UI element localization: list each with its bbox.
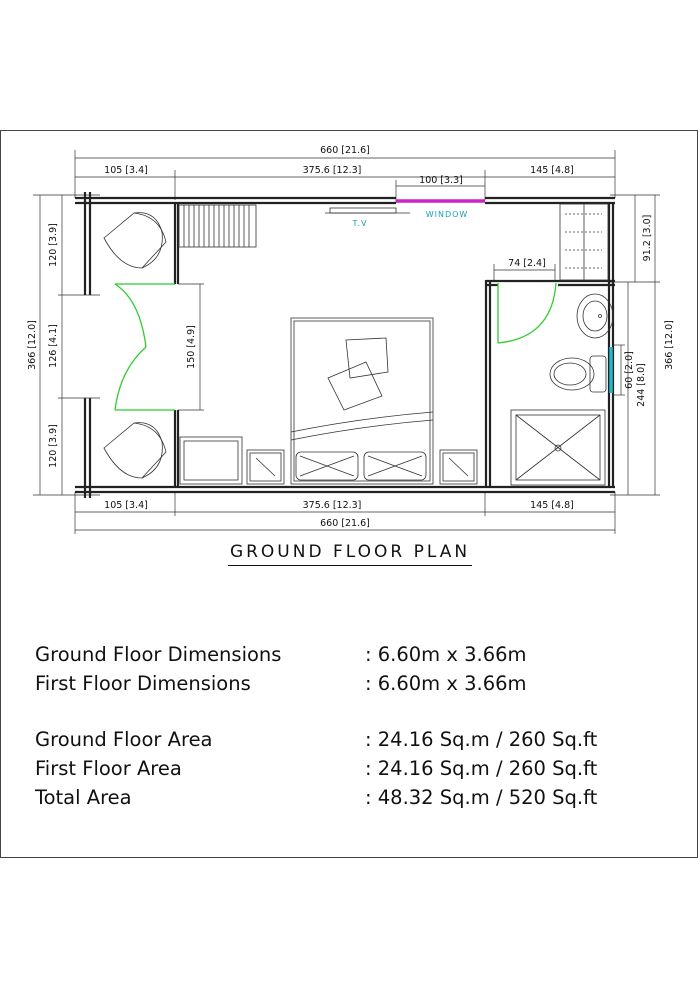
bed: [291, 318, 433, 484]
dim-label-wardrobe: 91.2 [3.0]: [642, 214, 653, 262]
dim-label-bath-window: 60 [2.0]: [624, 351, 635, 389]
dim-label-center-top: 375.6 [12.3]: [302, 165, 362, 176]
cabinets: [180, 437, 477, 484]
spec-label: First Floor Dimensions: [35, 672, 251, 695]
spec-row-first-area: [35, 754, 675, 783]
dim-label-left-bottom-depth: 120 [3.9]: [48, 424, 59, 468]
spec-row-first-dims: [35, 669, 675, 698]
dim-label-total-depth-left: 366 [12.0]: [27, 320, 38, 370]
dim-label-left-top-depth: 120 [3.9]: [48, 223, 59, 267]
tv-label: T.V: [352, 219, 368, 228]
staircase: [179, 205, 256, 247]
spec-value: : 24.16 Sq.m / 260 Sq.ft: [365, 757, 598, 780]
dim-label-bath-door: 74 [2.4]: [508, 258, 546, 269]
dim-label-right-bottom: 145 [4.8]: [530, 500, 574, 511]
dim-label-total-depth-right: 366 [12.0]: [664, 320, 675, 370]
spec-value: : 6.60m x 3.66m: [365, 643, 527, 666]
spec-value: : 24.16 Sq.m / 260 Sq.ft: [365, 728, 598, 751]
dim-label-right-top: 145 [4.8]: [530, 165, 574, 176]
specifications-table: [35, 640, 675, 812]
plan-title: [0, 542, 700, 562]
armchair-bottom: [104, 423, 166, 478]
dim-label-bathroom-depth: 244 [8.0]: [636, 363, 647, 407]
dim-label-center-bottom: 375.6 [12.3]: [302, 500, 362, 511]
dim-label-window: 100 [3.3]: [419, 175, 463, 186]
spec-row-ground-dims: [35, 640, 675, 669]
spec-value: : 48.32 Sq.m / 520 Sq.ft: [365, 786, 598, 809]
spec-label: First Floor Area: [35, 757, 182, 780]
spec-label: Ground Floor Area: [35, 728, 213, 751]
dim-label-total-bottom: 660 [21.6]: [320, 518, 370, 529]
dim-label-total-top: 660 [21.6]: [320, 145, 370, 156]
wardrobe: [560, 204, 608, 280]
dim-label-left-bottom: 105 [3.4]: [104, 500, 148, 511]
dim-label-door-opening: 150 [4.9]: [186, 325, 197, 369]
bathroom-fixtures: [511, 294, 613, 485]
armchair-top: [104, 213, 166, 268]
window-label: WINDOW: [425, 210, 469, 219]
tv-unit: [325, 208, 410, 213]
spec-label: Ground Floor Dimensions: [35, 643, 282, 666]
spec-value: : 6.60m x 3.66m: [365, 672, 527, 695]
dim-label-left-mid: 126 [4.1]: [48, 324, 59, 368]
dim-label-left-top: 105 [3.4]: [104, 165, 148, 176]
spec-row-ground-area: [35, 725, 675, 754]
spec-label: Total Area: [35, 786, 132, 809]
plan-title-text: GROUND FLOOR PLAN: [228, 542, 472, 566]
spec-row-total-area: [35, 783, 675, 812]
